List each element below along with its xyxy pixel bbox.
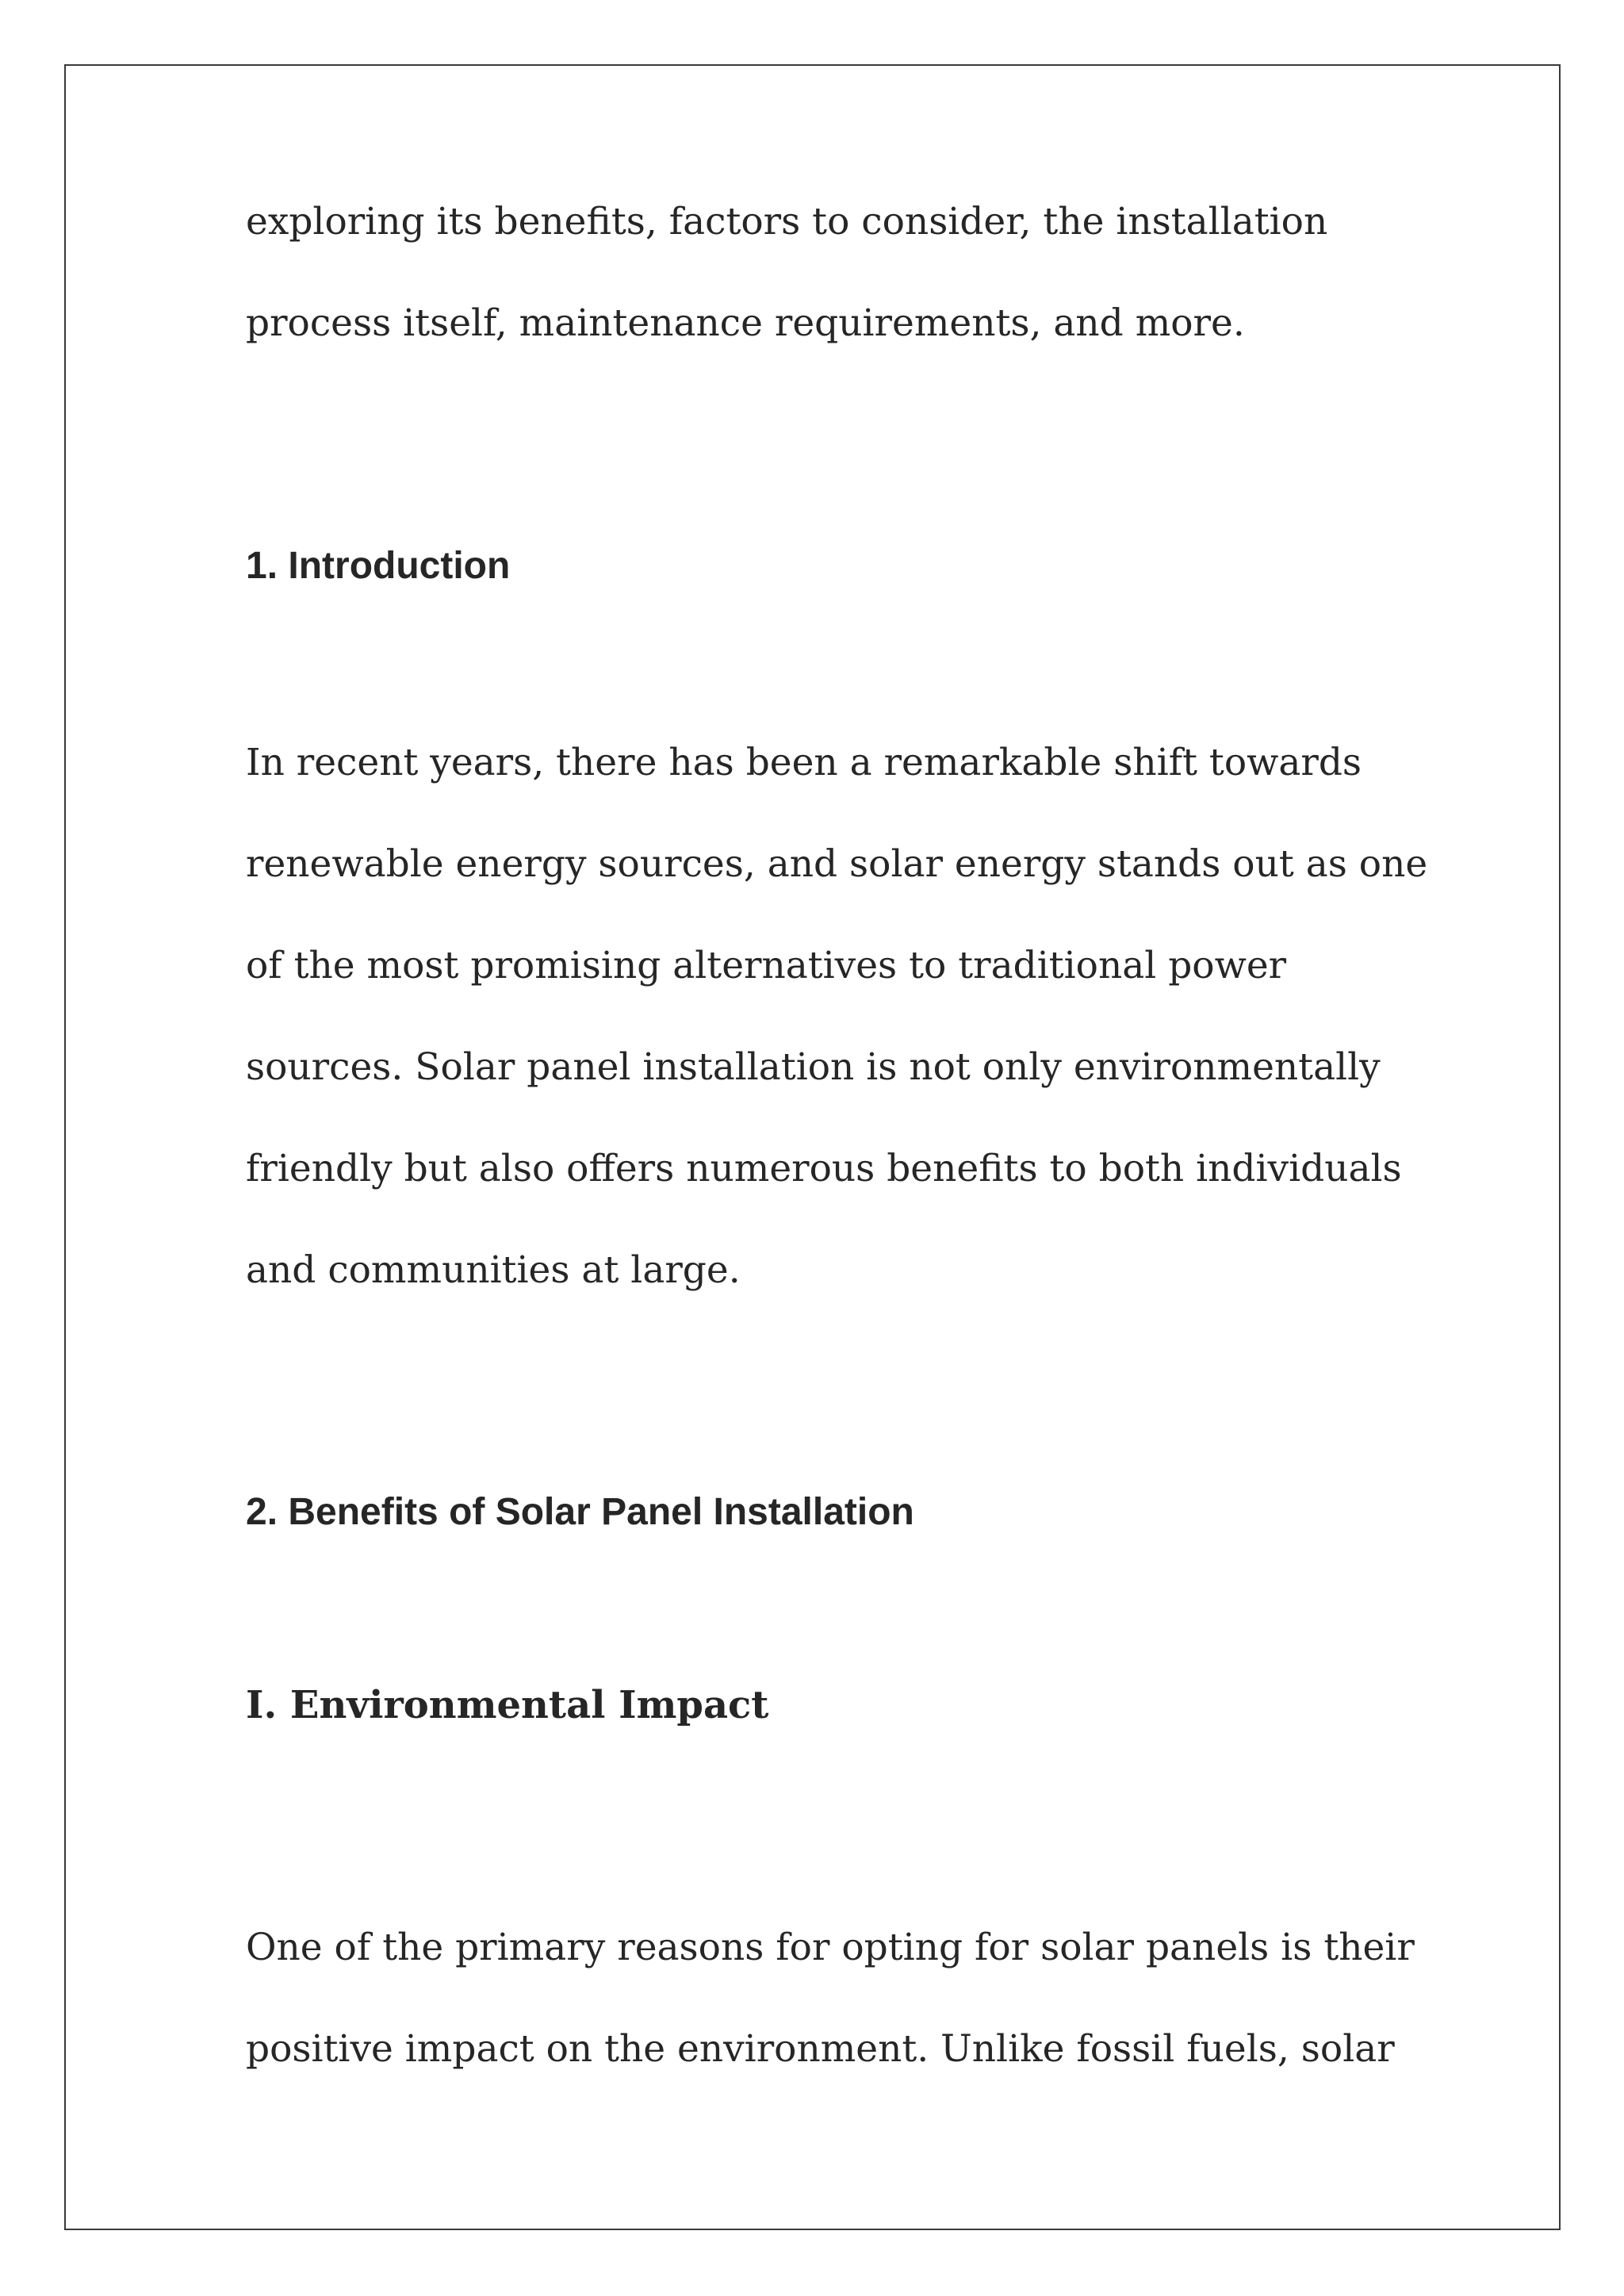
text-line: In recent years, there has been a remarkable shift towards bbox=[246, 741, 1362, 784]
section-heading-introduction: 1. Introduction bbox=[246, 545, 511, 587]
text-line: of the most promising alternatives to traditional power bbox=[246, 944, 1287, 987]
text-line: and communities at large. bbox=[246, 1248, 741, 1292]
text-line: One of the primary reasons for opting for solar panels is their bbox=[246, 1926, 1415, 1969]
text-line: renewable energy sources, and solar energy stands out as one bbox=[246, 842, 1428, 886]
text-line: process itself, maintenance requirements, and more. bbox=[246, 301, 1245, 345]
subsection-heading-environmental-impact: I. Environmental Impact bbox=[246, 1683, 769, 1727]
text-line: positive impact on the environment. Unlike fossil fuels, solar bbox=[246, 2027, 1395, 2071]
section-heading-benefits: 2. Benefits of Solar Panel Installation bbox=[246, 1491, 914, 1533]
text-line: friendly but also offers numerous benefits to both individuals bbox=[246, 1147, 1402, 1190]
text-line: exploring its benefits, factors to consider, the installation bbox=[246, 200, 1328, 243]
text-line: sources. Solar panel installation is not only environmentally bbox=[246, 1045, 1381, 1089]
